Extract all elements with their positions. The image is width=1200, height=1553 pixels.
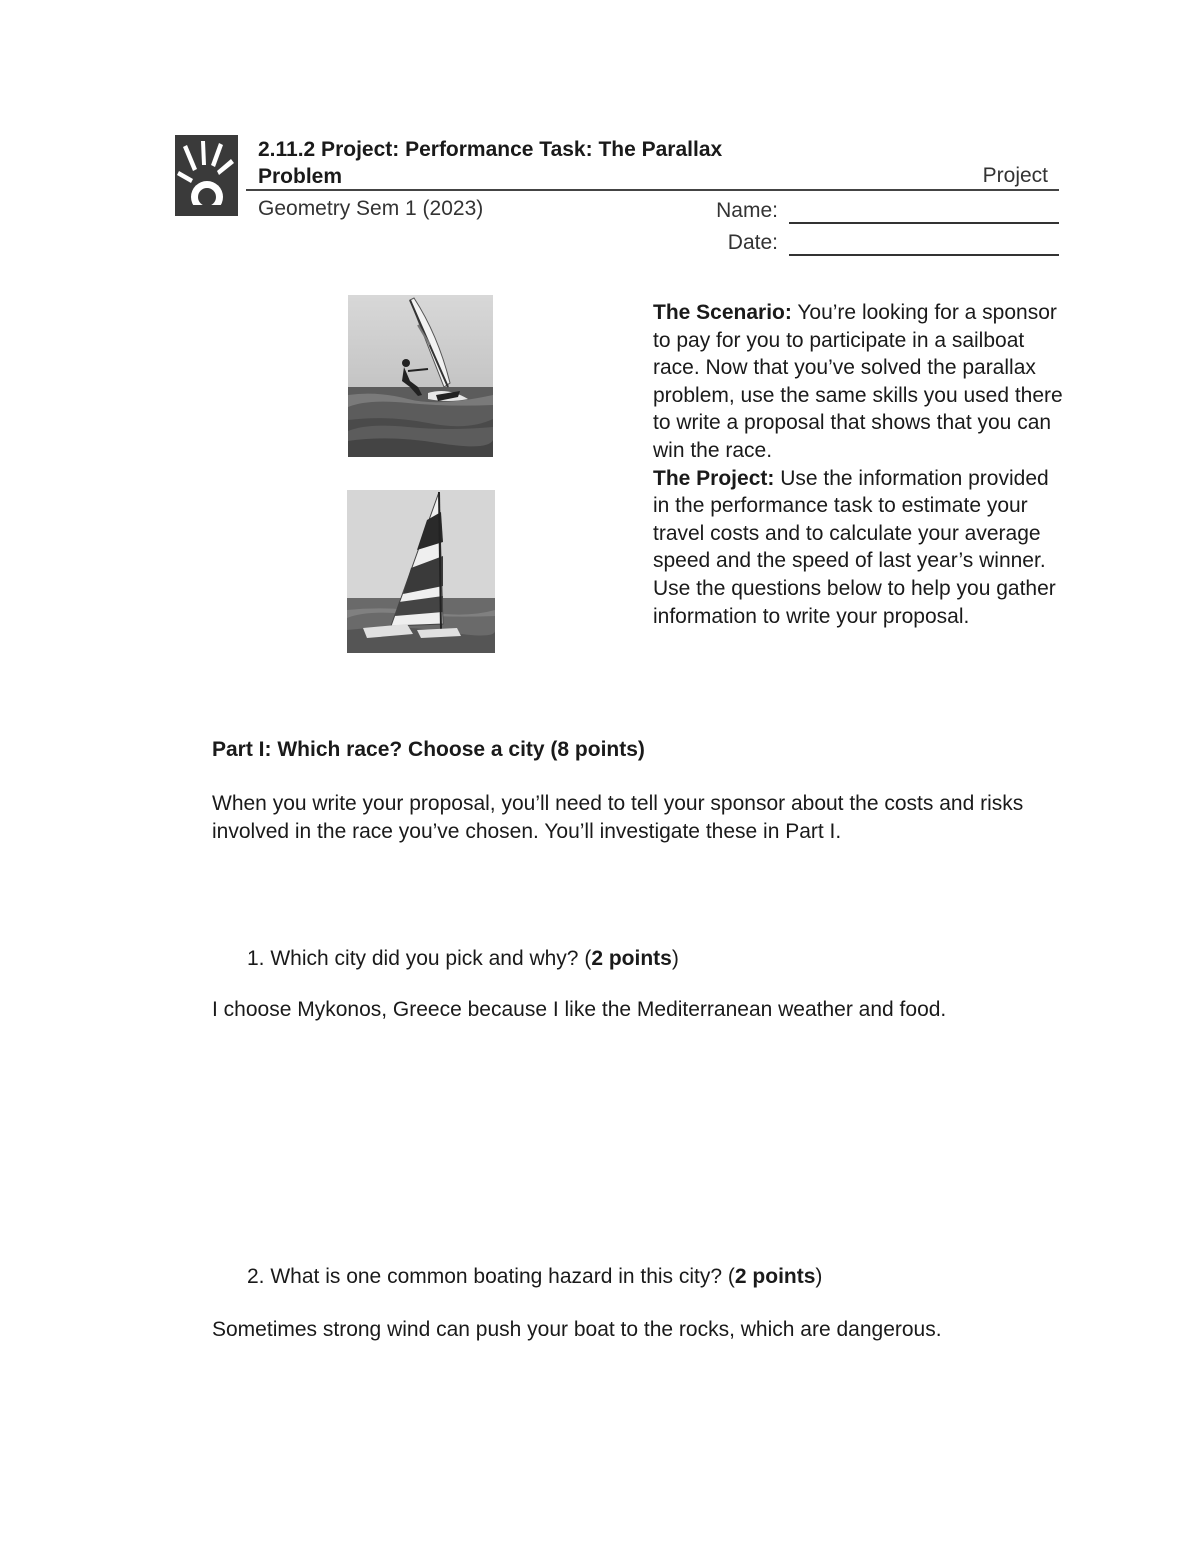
scenario-description: [653, 299, 1068, 630]
question-1-suffix: ): [671, 947, 679, 970]
question-2-text: 2. What is one common boating hazard in this city? (: [247, 1265, 735, 1288]
course-name: Geometry Sem 1 (2023): [258, 197, 484, 220]
answer-2[interactable]: Sometimes strong wind can push your boat to the rocks, which are dangerous.: [212, 1318, 942, 1341]
project-text: Use the information provided in the performance task to estimate your travel costs and to calculate your average speed and the speed of last year’s winner. Use the questions below to help you gather information to write your proposal.: [653, 466, 1056, 628]
question-1-text: 1. Which city did you pick and why? (: [247, 947, 592, 970]
name-field[interactable]: [789, 222, 1059, 224]
answer-1[interactable]: I choose Mykonos, Greece because I like the Mediterranean weather and food.: [212, 998, 947, 1021]
scenario-label: The Scenario:: [653, 301, 792, 324]
sun-logo-icon: [175, 135, 238, 216]
date-field[interactable]: [789, 254, 1059, 256]
question-2-suffix: ): [815, 1265, 823, 1288]
document-type-label: Project: [982, 164, 1048, 187]
question-1-points: 2 points: [591, 947, 672, 970]
question-2: [247, 1263, 822, 1290]
project-label: The Project:: [653, 466, 775, 490]
document-title: 2.11.2 Project: Performance Task: The Parallax Problem: [258, 138, 723, 188]
date-label: Date:: [727, 231, 778, 254]
part1-heading: Part I: Which race? Choose a city (8 points): [212, 738, 645, 761]
scenario-text: You’re looking for a sponsor to pay for you to participate in a sailboat race. Now that you’ve solved the parallax problem, use the same skills you used there to write a proposal that shows that you can win the race.: [653, 301, 1063, 462]
windsurfer-photo: [348, 295, 493, 457]
name-label: Name:: [716, 199, 778, 222]
question-2-points: 2 points: [734, 1265, 816, 1288]
part1-intro: When you write your proposal, you’ll need to tell your sponsor about the costs and risks involved in the race you’ve chosen. You’ll investigate these in Part I.: [212, 792, 1024, 843]
sailboat-photo: [347, 490, 495, 653]
question-1: [247, 945, 679, 972]
header-divider: [246, 189, 1059, 191]
